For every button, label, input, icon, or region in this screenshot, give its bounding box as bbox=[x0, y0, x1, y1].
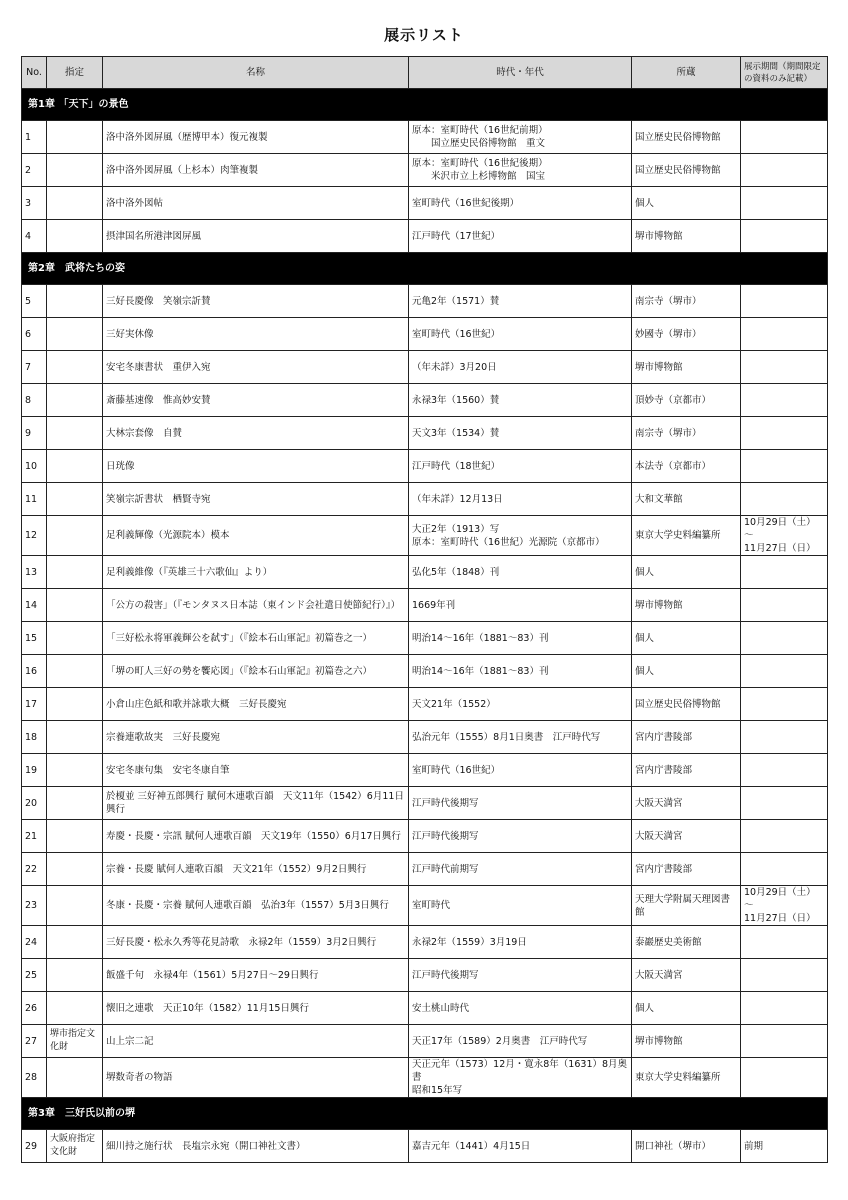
cell-period bbox=[741, 589, 828, 622]
cell-period bbox=[741, 318, 828, 351]
cell-owner: 妙國寺（堺市） bbox=[632, 318, 741, 351]
table-row bbox=[22, 1025, 828, 1058]
table-row bbox=[22, 622, 828, 655]
cell-no: 2 bbox=[22, 154, 47, 187]
cell-name: 冬康・長慶・宗養 賦何人連歌百韻 弘治3年（1557）5月3日興行 bbox=[103, 886, 409, 926]
cell-designation bbox=[47, 992, 103, 1025]
table-row bbox=[22, 1130, 828, 1163]
table-row bbox=[22, 417, 828, 450]
table-row bbox=[22, 655, 828, 688]
chapter-heading-row bbox=[22, 253, 828, 285]
cell-period: 前期 bbox=[741, 1130, 828, 1163]
cell-no: 19 bbox=[22, 754, 47, 787]
col-header-designation: 指定 bbox=[47, 57, 103, 89]
cell-period bbox=[741, 285, 828, 318]
cell-era: （年未詳）12月13日 bbox=[409, 483, 632, 516]
cell-era: 弘治元年（1555）8月1日奥書 江戸時代写 bbox=[409, 721, 632, 754]
cell-period bbox=[741, 187, 828, 220]
cell-period bbox=[741, 853, 828, 886]
table-row bbox=[22, 483, 828, 516]
cell-name: 日珖像 bbox=[103, 450, 409, 483]
cell-owner: 宮内庁書陵部 bbox=[632, 853, 741, 886]
chapter-heading-row bbox=[22, 89, 828, 121]
cell-name: 飯盛千句 永禄4年（1561）5月27日～29日興行 bbox=[103, 959, 409, 992]
col-header-era: 時代・年代 bbox=[409, 57, 632, 89]
cell-owner: 大阪天満宮 bbox=[632, 959, 741, 992]
cell-era: 室町時代（16世紀） bbox=[409, 318, 632, 351]
cell-period bbox=[741, 721, 828, 754]
cell-no: 25 bbox=[22, 959, 47, 992]
cell-no: 12 bbox=[22, 516, 47, 556]
table-row bbox=[22, 589, 828, 622]
cell-designation bbox=[47, 187, 103, 220]
table-body bbox=[22, 89, 828, 1163]
cell-name: 「三好松永将軍義輝公を弑す」（『絵本石山軍記』初篇巻之一） bbox=[103, 622, 409, 655]
cell-owner: 国立歴史民俗博物館 bbox=[632, 154, 741, 187]
cell-period: 10月29日（土）～ 11月27日（日） bbox=[741, 886, 828, 926]
col-header-name: 名称 bbox=[103, 57, 409, 89]
cell-name: 「公方の殺害」（『モンタヌス日本誌（東インド会社遣日使節紀行）』） bbox=[103, 589, 409, 622]
cell-designation bbox=[47, 589, 103, 622]
cell-era: 元亀2年（1571）賛 bbox=[409, 285, 632, 318]
table-row bbox=[22, 450, 828, 483]
cell-designation bbox=[47, 886, 103, 926]
table-row bbox=[22, 556, 828, 589]
cell-owner: 国立歴史民俗博物館 bbox=[632, 121, 741, 154]
cell-no: 29 bbox=[22, 1130, 47, 1163]
cell-era: （年未詳）3月20日 bbox=[409, 351, 632, 384]
exhibit-table bbox=[21, 56, 828, 1163]
cell-era: 大正2年（1913）写 原本：室町時代（16世紀）光源院（京都市） bbox=[409, 516, 632, 556]
cell-owner: 堺市博物館 bbox=[632, 351, 741, 384]
cell-period bbox=[741, 556, 828, 589]
cell-no: 16 bbox=[22, 655, 47, 688]
cell-designation bbox=[47, 220, 103, 253]
cell-period bbox=[741, 688, 828, 721]
cell-period bbox=[741, 154, 828, 187]
cell-name: 宗養・長慶 賦何人連歌百韻 天文21年（1552）9月2日興行 bbox=[103, 853, 409, 886]
table-row bbox=[22, 154, 828, 187]
cell-name: 三好実休像 bbox=[103, 318, 409, 351]
cell-name: 洛中洛外図屏風（歴博甲本）復元複製 bbox=[103, 121, 409, 154]
cell-period bbox=[741, 1058, 828, 1098]
table-row bbox=[22, 853, 828, 886]
cell-name: 三好長慶像 笑嶺宗訢賛 bbox=[103, 285, 409, 318]
cell-no: 15 bbox=[22, 622, 47, 655]
cell-period bbox=[741, 1025, 828, 1058]
cell-name: 於榎並 三好神五郎興行 賦何木連歌百韻 天文11年（1542）6月11日興行 bbox=[103, 787, 409, 820]
cell-no: 28 bbox=[22, 1058, 47, 1098]
cell-name: 小倉山庄色紙和歌并詠歌大概 三好長慶宛 bbox=[103, 688, 409, 721]
col-header-owner: 所蔵 bbox=[632, 57, 741, 89]
cell-owner: 宮内庁書陵部 bbox=[632, 754, 741, 787]
table-row bbox=[22, 959, 828, 992]
cell-era: 室町時代 bbox=[409, 886, 632, 926]
cell-name: 足利義輝像（光源院本）模本 bbox=[103, 516, 409, 556]
cell-designation bbox=[47, 351, 103, 384]
cell-owner: 堺市博物館 bbox=[632, 220, 741, 253]
cell-owner: 個人 bbox=[632, 655, 741, 688]
table-row bbox=[22, 992, 828, 1025]
cell-designation bbox=[47, 721, 103, 754]
cell-no: 24 bbox=[22, 926, 47, 959]
cell-era: 江戸時代後期写 bbox=[409, 820, 632, 853]
cell-owner: 個人 bbox=[632, 187, 741, 220]
cell-designation bbox=[47, 622, 103, 655]
cell-period bbox=[741, 926, 828, 959]
cell-period bbox=[741, 450, 828, 483]
cell-period bbox=[741, 417, 828, 450]
cell-period bbox=[741, 820, 828, 853]
cell-owner: 東京大学史料編纂所 bbox=[632, 516, 741, 556]
cell-owner: 大阪天満宮 bbox=[632, 820, 741, 853]
cell-era: 原本：室町時代（16世紀前期） 国立歴史民俗博物館 重文 bbox=[409, 121, 632, 154]
cell-era: 永禄3年（1560）賛 bbox=[409, 384, 632, 417]
table-row bbox=[22, 285, 828, 318]
cell-era: 室町時代（16世紀後期） bbox=[409, 187, 632, 220]
cell-no: 8 bbox=[22, 384, 47, 417]
cell-no: 10 bbox=[22, 450, 47, 483]
cell-period bbox=[741, 220, 828, 253]
cell-owner: 堺市博物館 bbox=[632, 589, 741, 622]
cell-owner: 個人 bbox=[632, 556, 741, 589]
cell-no: 21 bbox=[22, 820, 47, 853]
cell-period bbox=[741, 754, 828, 787]
cell-designation bbox=[47, 483, 103, 516]
table-row bbox=[22, 721, 828, 754]
cell-owner: 個人 bbox=[632, 622, 741, 655]
cell-no: 20 bbox=[22, 787, 47, 820]
chapter-heading: 第2章 武将たちの姿 bbox=[22, 253, 828, 285]
cell-period bbox=[741, 992, 828, 1025]
cell-no: 27 bbox=[22, 1025, 47, 1058]
table-row bbox=[22, 384, 828, 417]
cell-owner: 天理大学附属天理図書館 bbox=[632, 886, 741, 926]
cell-name: 安宅冬康書状 重伊入宛 bbox=[103, 351, 409, 384]
cell-name: 「堺の町人三好の勢を饗応図」（『絵本石山軍記』初篇巻之六） bbox=[103, 655, 409, 688]
cell-owner: 本法寺（京都市） bbox=[632, 450, 741, 483]
cell-designation bbox=[47, 820, 103, 853]
table-header-row bbox=[22, 57, 828, 89]
cell-designation bbox=[47, 556, 103, 589]
chapter-heading-row bbox=[22, 1098, 828, 1130]
cell-owner: 泰巖歴史美術館 bbox=[632, 926, 741, 959]
cell-era: 明治14～16年（1881～83）刊 bbox=[409, 622, 632, 655]
cell-owner: 国立歴史民俗博物館 bbox=[632, 688, 741, 721]
cell-designation bbox=[47, 926, 103, 959]
table-row bbox=[22, 187, 828, 220]
table-row bbox=[22, 1058, 828, 1098]
page-title: 展示リスト bbox=[384, 26, 464, 44]
table-row bbox=[22, 688, 828, 721]
cell-designation bbox=[47, 754, 103, 787]
cell-designation bbox=[47, 959, 103, 992]
col-header-no: No. bbox=[22, 57, 47, 89]
cell-designation bbox=[47, 384, 103, 417]
cell-designation bbox=[47, 688, 103, 721]
cell-name: 洛中洛外図帖 bbox=[103, 187, 409, 220]
cell-name: 安宅冬康句集 安宅冬康自筆 bbox=[103, 754, 409, 787]
col-header-period: 展示期間（期間限定の資料のみ記載） bbox=[741, 57, 828, 89]
cell-designation: 大阪府指定文化財 bbox=[47, 1130, 103, 1163]
cell-designation bbox=[47, 450, 103, 483]
cell-no: 13 bbox=[22, 556, 47, 589]
cell-era: 安土桃山時代 bbox=[409, 992, 632, 1025]
table-row bbox=[22, 318, 828, 351]
cell-era: 天正元年（1573）12月・寛永8年（1631）8月奥書 昭和15年写 bbox=[409, 1058, 632, 1098]
chapter-heading: 第1章 「天下」の景色 bbox=[22, 89, 828, 121]
cell-era: 原本：室町時代（16世紀後期） 米沢市立上杉博物館 国宝 bbox=[409, 154, 632, 187]
table-row bbox=[22, 820, 828, 853]
cell-era: 江戸時代（17世紀） bbox=[409, 220, 632, 253]
cell-period bbox=[741, 622, 828, 655]
chapter-heading: 第3章 三好氏以前の堺 bbox=[22, 1098, 828, 1130]
cell-name: 洛中洛外図屏風（上杉本）肉筆複製 bbox=[103, 154, 409, 187]
cell-period bbox=[741, 351, 828, 384]
cell-name: 山上宗二記 bbox=[103, 1025, 409, 1058]
cell-owner: 個人 bbox=[632, 992, 741, 1025]
table-row bbox=[22, 121, 828, 154]
cell-era: 江戸時代後期写 bbox=[409, 787, 632, 820]
cell-no: 11 bbox=[22, 483, 47, 516]
table-row bbox=[22, 754, 828, 787]
cell-no: 6 bbox=[22, 318, 47, 351]
cell-era: 江戸時代前期写 bbox=[409, 853, 632, 886]
cell-era: 室町時代（16世紀） bbox=[409, 754, 632, 787]
cell-designation: 堺市指定文化財 bbox=[47, 1025, 103, 1058]
table-row bbox=[22, 516, 828, 556]
cell-owner: 南宗寺（堺市） bbox=[632, 285, 741, 318]
cell-no: 18 bbox=[22, 721, 47, 754]
cell-era: 江戸時代（18世紀） bbox=[409, 450, 632, 483]
cell-owner: 宮内庁書陵部 bbox=[632, 721, 741, 754]
cell-designation bbox=[47, 154, 103, 187]
cell-designation bbox=[47, 285, 103, 318]
cell-no: 17 bbox=[22, 688, 47, 721]
cell-owner: 開口神社（堺市） bbox=[632, 1130, 741, 1163]
cell-era: 弘化5年（1848）刊 bbox=[409, 556, 632, 589]
cell-owner: 南宗寺（堺市） bbox=[632, 417, 741, 450]
cell-designation bbox=[47, 1058, 103, 1098]
cell-owner: 頂妙寺（京都市） bbox=[632, 384, 741, 417]
cell-era: 永禄2年（1559）3月19日 bbox=[409, 926, 632, 959]
cell-name: 足利義維像（『英雄三十六歌仙』より） bbox=[103, 556, 409, 589]
cell-name: 細川持之施行状 長塩宗永宛（開口神社文書） bbox=[103, 1130, 409, 1163]
cell-period bbox=[741, 384, 828, 417]
table-row bbox=[22, 886, 828, 926]
cell-no: 4 bbox=[22, 220, 47, 253]
cell-designation bbox=[47, 318, 103, 351]
cell-owner: 東京大学史料編纂所 bbox=[632, 1058, 741, 1098]
cell-period: 10月29日（土）～ 11月27日（日） bbox=[741, 516, 828, 556]
cell-period bbox=[741, 655, 828, 688]
cell-owner: 大阪天満宮 bbox=[632, 787, 741, 820]
cell-no: 23 bbox=[22, 886, 47, 926]
cell-era: 明治14～16年（1881～83）刊 bbox=[409, 655, 632, 688]
cell-name: 大林宗套像 自賛 bbox=[103, 417, 409, 450]
cell-designation bbox=[47, 417, 103, 450]
cell-no: 1 bbox=[22, 121, 47, 154]
cell-period bbox=[741, 959, 828, 992]
cell-era: 天文21年（1552） bbox=[409, 688, 632, 721]
cell-no: 9 bbox=[22, 417, 47, 450]
cell-designation bbox=[47, 121, 103, 154]
cell-era: 天文3年（1534）賛 bbox=[409, 417, 632, 450]
cell-era: 嘉吉元年（1441）4月15日 bbox=[409, 1130, 632, 1163]
cell-name: 堺数奇者の物語 bbox=[103, 1058, 409, 1098]
cell-era: 江戸時代後期写 bbox=[409, 959, 632, 992]
cell-period bbox=[741, 483, 828, 516]
cell-no: 3 bbox=[22, 187, 47, 220]
table-row bbox=[22, 787, 828, 820]
cell-name: 三好長慶・松永久秀等花見詩歌 永禄2年（1559）3月2日興行 bbox=[103, 926, 409, 959]
cell-name: 斎藤基速像 惟高妙安賛 bbox=[103, 384, 409, 417]
cell-owner: 堺市博物館 bbox=[632, 1025, 741, 1058]
cell-owner: 大和文華館 bbox=[632, 483, 741, 516]
cell-name: 宗養連歌故実 三好長慶宛 bbox=[103, 721, 409, 754]
cell-no: 26 bbox=[22, 992, 47, 1025]
cell-period bbox=[741, 787, 828, 820]
cell-era: 1669年刊 bbox=[409, 589, 632, 622]
cell-no: 14 bbox=[22, 589, 47, 622]
cell-designation bbox=[47, 516, 103, 556]
cell-designation bbox=[47, 853, 103, 886]
cell-name: 笑嶺宗訢書状 栖賢寺宛 bbox=[103, 483, 409, 516]
table-row bbox=[22, 351, 828, 384]
cell-name: 摂津国名所港津図屏風 bbox=[103, 220, 409, 253]
cell-name: 懐旧之連歌 天正10年（1582）11月15日興行 bbox=[103, 992, 409, 1025]
cell-name: 寿慶・長慶・宗訊 賦何人連歌百韻 天文19年（1550）6月17日興行 bbox=[103, 820, 409, 853]
cell-period bbox=[741, 121, 828, 154]
table-row bbox=[22, 926, 828, 959]
cell-designation bbox=[47, 655, 103, 688]
cell-designation bbox=[47, 787, 103, 820]
cell-no: 22 bbox=[22, 853, 47, 886]
table-row bbox=[22, 220, 828, 253]
cell-no: 5 bbox=[22, 285, 47, 318]
cell-no: 7 bbox=[22, 351, 47, 384]
cell-era: 天正17年（1589）2月奥書 江戸時代写 bbox=[409, 1025, 632, 1058]
